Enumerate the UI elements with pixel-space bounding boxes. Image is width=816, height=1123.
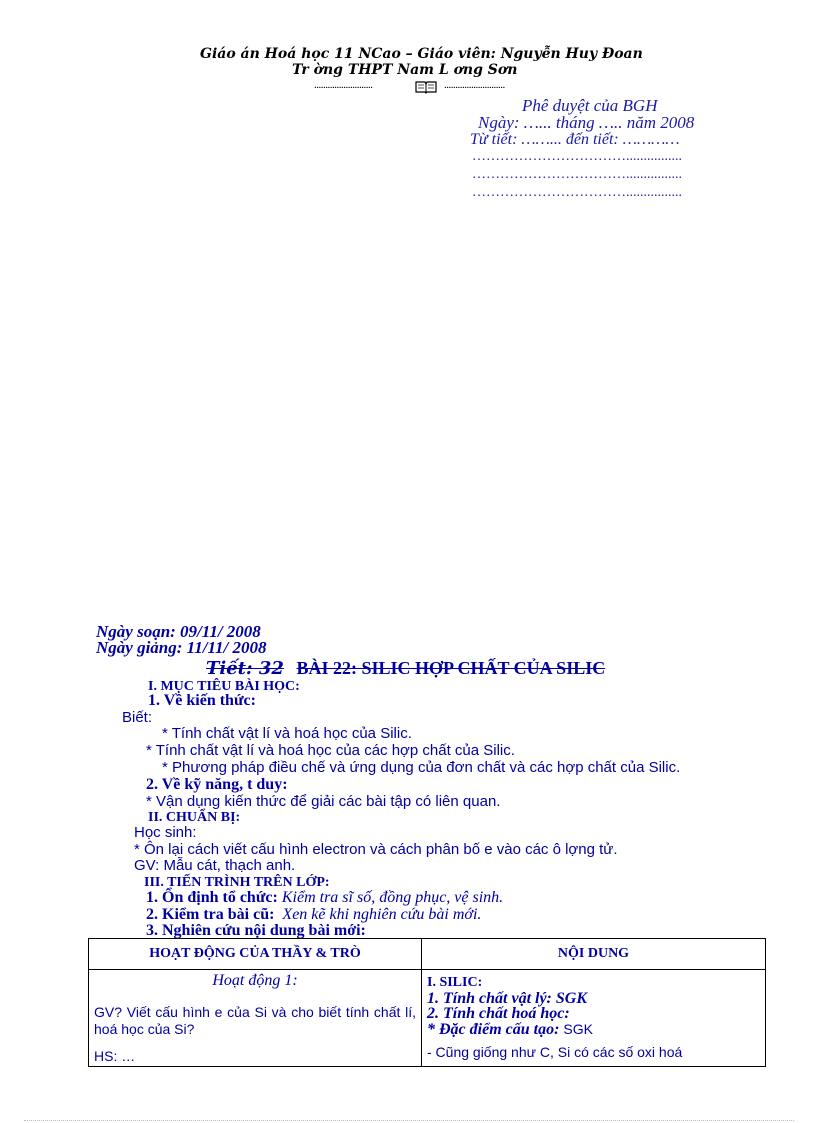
header-school-line: Tr ờng THPT Nam L ơng Sơn <box>292 62 518 78</box>
approval-line: ……………………………................ <box>472 149 682 164</box>
book-icon <box>415 80 437 99</box>
skills-heading: 2. Về kỹ năng, t duy: <box>146 776 288 793</box>
physical-properties: 1. Tính chất vật lý: SGK <box>427 990 588 1007</box>
skills-item: * Vận dụng kiến thức để giải các bài tập có liên quan. <box>146 793 501 810</box>
process-step-3: 3. Nghiên cứu nội dung bài mới: <box>146 922 366 939</box>
process-heading: III. TIẾN TRÌNH TRÊN LỚP: <box>144 875 330 890</box>
lesson-period: Tiết: 32 <box>206 658 284 679</box>
table-header-row <box>89 939 766 970</box>
chemical-properties: 2. Tính chất hoá học: <box>427 1005 570 1022</box>
structure-text: SGK <box>563 1021 593 1037</box>
page-bottom-border <box>24 1120 794 1121</box>
content-cell <box>422 970 766 1067</box>
approval-title: Phê duyệt của BGH <box>522 96 658 115</box>
lesson-heading <box>206 658 605 679</box>
hs-answer: HS: … <box>94 1048 136 1064</box>
approval-line: ……………………………................ <box>472 167 682 182</box>
objective-item: * Phương pháp điều chế và ứng dụng của đơn chất và các hợp chất của Silic. <box>162 759 681 776</box>
step-2-label: 2. Kiểm tra bài cũ: <box>146 906 275 923</box>
step-1-label: 1. Ổn định tổ chức: <box>146 889 278 906</box>
oxidation-note: - Cũng giống như C, Si có các số oxi hoá <box>427 1044 683 1060</box>
column-header-activities: HOẠT ĐỘNG CỦA THẦY & TRÒ <box>89 939 422 970</box>
approval-line: ……………………………................ <box>472 185 682 200</box>
activity-title: Hoạt động 1: <box>212 972 298 989</box>
preparation-heading: II. CHUẨN BỊ: <box>148 810 241 825</box>
activities-cell <box>89 970 422 1067</box>
approval-date: Ngày: …... tháng ….. năm 2008 <box>478 113 695 132</box>
header-title-line: Giáo án Hoá học 11 NCao – Giáo viên: Nguyễn Huy Đoan <box>200 46 643 62</box>
students-item: * Ôn lại cách viết cấu hình electron và cách phân bố e vào các ô lợng tử. <box>134 841 618 858</box>
objective-item: * Tính chất vật lí và hoá học của Silic. <box>162 725 412 742</box>
teacher-prep: GV: Mẫu cát, thạch anh. <box>134 857 296 874</box>
header-divider-right: ........................... <box>444 79 505 91</box>
objective-item: * Tính chất vật lí và hoá học của các hợp chất của Silic. <box>146 742 515 759</box>
lesson-title: BÀI 22: SILIC HỢP CHẤT CỦA SILIC <box>296 658 606 678</box>
column-header-content: NỘI DUNG <box>422 939 766 970</box>
date-prepared: Ngày soạn: 09/11/ 2008 <box>96 622 261 641</box>
lesson-table <box>88 938 766 1067</box>
students-label: Học sinh: <box>134 824 197 841</box>
structure-label: * Đặc điểm cấu tạo: <box>427 1021 560 1038</box>
structure-line <box>427 1021 760 1038</box>
step-2-text: Xen kẽ khi nghiên cứu bài mới. <box>282 906 482 923</box>
knowledge-heading: 1. Về kiến thức: <box>148 692 256 709</box>
section-heading: I. SILIC: <box>427 975 483 990</box>
approval-period: Từ tiết: ……... đến tiết: ………… <box>470 131 680 148</box>
gv-question: GV? Viết cấu hình e của Si và cho biết tính chất lí, hoá học của Si? <box>94 1004 416 1037</box>
know-label: Biết: <box>122 709 153 726</box>
process-step-1 <box>146 889 503 907</box>
table-row <box>89 970 766 1067</box>
step-1-text: Kiểm tra sĩ số, đồng phục, vệ sinh. <box>281 889 504 906</box>
date-taught: Ngày giảng: 11/11/ 2008 <box>96 638 267 657</box>
objectives-heading: I. MỤC TIÊU BÀI HỌC: <box>148 679 300 694</box>
header-divider-left: .......................... <box>314 79 373 91</box>
